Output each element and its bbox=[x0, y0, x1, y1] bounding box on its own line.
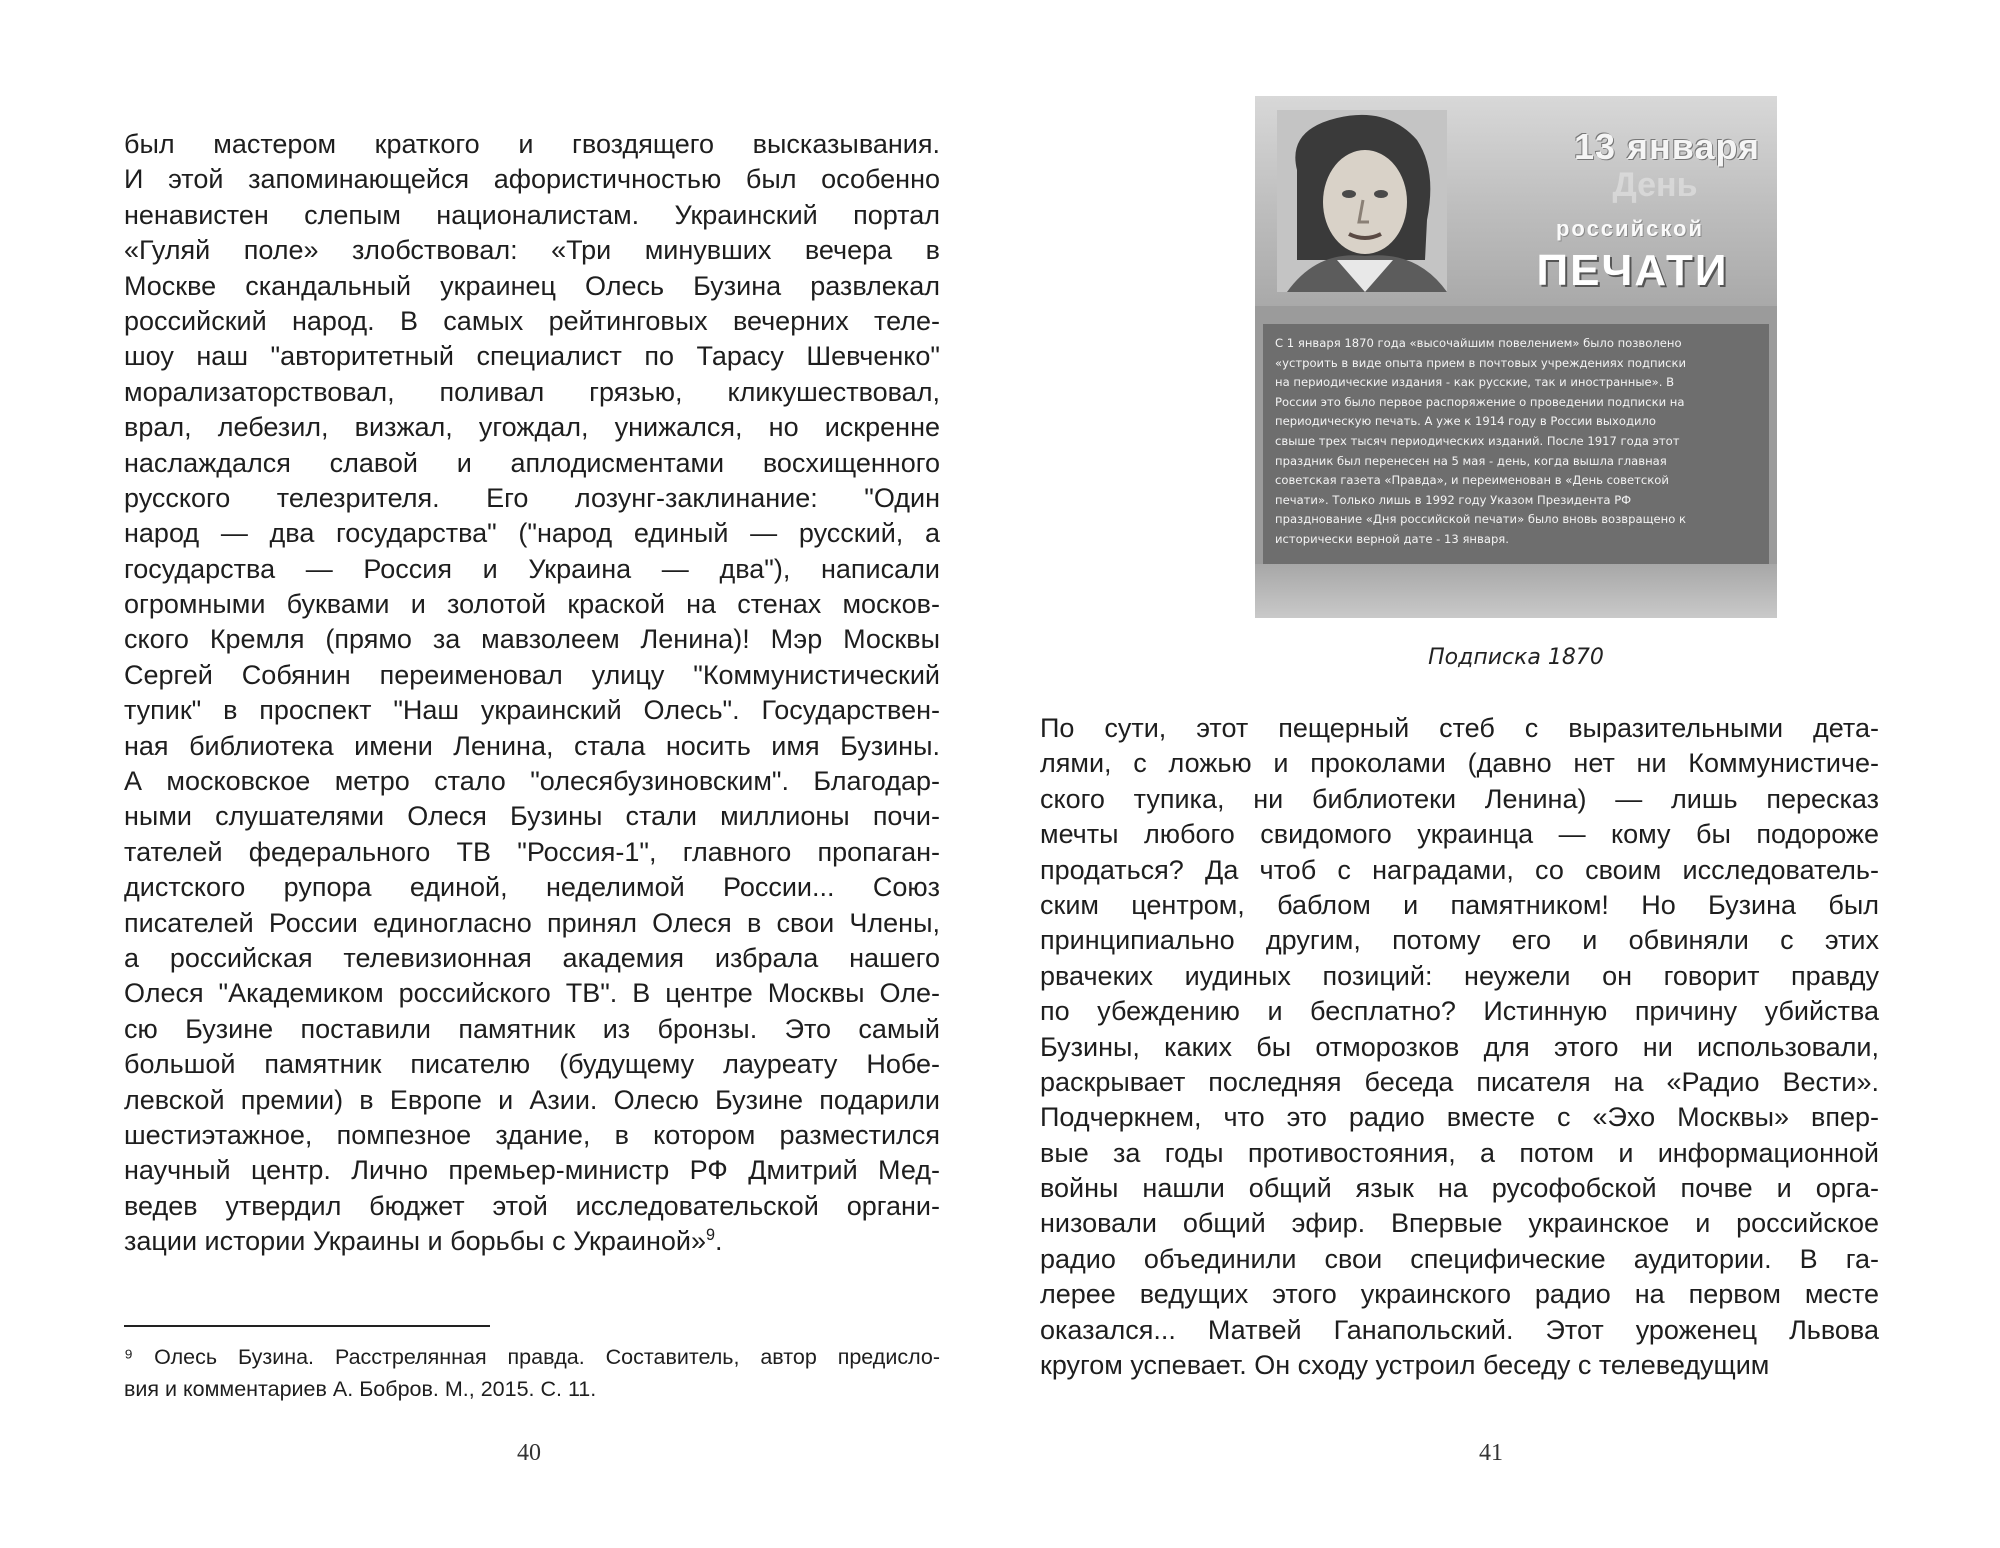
text-line: ная библиотека имени Ленина, стала носить имя Бузины. bbox=[124, 730, 940, 761]
figure-date-heading: 13 января bbox=[1574, 126, 1760, 167]
text-line: писателей России единогласно принял Олеся в свои Члены, bbox=[124, 907, 940, 938]
text-line: А московское метро стало "олесябузиновским". Благодар- bbox=[124, 766, 940, 797]
figure-panel-line: С 1 января 1870 года «высочайшим повелением» было позволено bbox=[1275, 336, 1682, 350]
text-line: По сути, этот пещерный стеб с выразительными дета- bbox=[1040, 713, 1879, 743]
press-day-figure bbox=[1255, 96, 1777, 618]
text-line: шоу наш "авторитетный специалист по Тарасу Шевченко" bbox=[124, 341, 940, 372]
text-line: оказался... Матвей Ганапольский. Этот уроженец Львова bbox=[1040, 1314, 1879, 1345]
text-line: ским центром, баблом и памятником! Но Бузина был bbox=[1040, 889, 1879, 920]
footnote-separator bbox=[124, 1325, 490, 1327]
footnote-line: вия и комментариев А. Бобров. М., 2015. С. 11. bbox=[124, 1377, 597, 1401]
figure-den-heading: День bbox=[1612, 166, 1698, 204]
text-line: мечты любого свидомого украинца — кому бы подороже bbox=[1040, 819, 1879, 850]
text-line: левской премии) в Европе и Азии. Олесю Бузине подарили bbox=[124, 1084, 940, 1115]
right-page-body bbox=[1040, 711, 1879, 1383]
figure-panel-line: свыше трех тысяч периодических изданий. После 1917 года этот bbox=[1275, 433, 1680, 448]
figure-text-panel bbox=[1263, 324, 1769, 564]
text-line: продаться? Да чтоб с наградами, со своим исследователь- bbox=[1040, 854, 1879, 885]
text-line: Сергей Собянин переименовал улицу "Коммунистический bbox=[124, 659, 940, 690]
text-line: «Гуляй поле» злобствовал: «Три минувших вечера в bbox=[124, 235, 940, 266]
text-line: вые за годы противостояния, а потом и информационной bbox=[1040, 1137, 1879, 1168]
text-line: российский народ. В самых рейтинговых вечерних теле- bbox=[124, 305, 940, 336]
figure-panel-line: на периодические издания - как русские, так и иностранные». В bbox=[1275, 375, 1675, 390]
figure-panel-line: печати». Только лишь в 1992 году Указом Президента РФ bbox=[1275, 492, 1632, 507]
text-line: низовали общий эфир. Впервые украинское и российское bbox=[1040, 1208, 1879, 1239]
text-line: ского тупика, ни библиотеки Ленина) — лишь пересказ bbox=[1040, 783, 1879, 814]
text-line: дистского рупора единой, неделимой России... Союз bbox=[124, 872, 940, 903]
text-line: большой памятник писателю (будущему лауреату Нобе- bbox=[124, 1049, 940, 1080]
page-number-left: 40 bbox=[517, 1440, 541, 1466]
text-line: морализаторствовал, поливал грязью, кликушествовал, bbox=[124, 376, 940, 407]
text-line: научный центр. Лично премьер-министр РФ Дмитрий Мед- bbox=[124, 1155, 940, 1186]
left-page-body bbox=[124, 127, 940, 1260]
figure-panel-line: празднование «Дня российской печати» было вновь возвращено к bbox=[1275, 512, 1687, 527]
text-line: русского телезрителя. Его лозунг-заклинание: "Один bbox=[124, 482, 940, 513]
figure-panel-line: периодическую печать. А уже к 1914 году в России выходило bbox=[1275, 414, 1657, 429]
figure-panel-line: исторически верной дате - 13 января. bbox=[1275, 531, 1509, 546]
text-line: раскрывает последняя беседа писателя на «Радио Вести». bbox=[1040, 1066, 1879, 1097]
text-line: сю Бузине поставили памятник из бронзы. Это самый bbox=[124, 1013, 940, 1044]
text-line: ского Кремля (прямо за мавзолеем Ленина)! Мэр Москвы bbox=[124, 624, 940, 655]
text-line: а российская телевизионная академия избрала нашего bbox=[124, 942, 940, 973]
figure-panel-line: праздник был перенесен на 5 мая - день, когда вышла главная bbox=[1275, 453, 1667, 468]
text-line: по убеждению и бесплатно? Истинную причину убийства bbox=[1040, 996, 1879, 1027]
footnote-number: ⁹ bbox=[124, 1345, 134, 1369]
figure-banner bbox=[1255, 96, 1777, 306]
text-line: зации истории Украины и борьбы с Украиной»$^9$. bbox=[124, 1226, 723, 1257]
text-line: ведев утвердил бюджет этой исследовательской органи- bbox=[124, 1190, 940, 1221]
figure-subheading: российской bbox=[1555, 216, 1705, 241]
text-line: кругом успевает. Он сходу устроил беседу с телеведущим bbox=[1040, 1350, 1770, 1381]
figure-main-heading: ПЕЧАТИ bbox=[1536, 246, 1729, 295]
figure-panel-line: России это было первое распоряжение о проведении подписки на bbox=[1275, 394, 1685, 409]
text-line: был мастером краткого и гвоздящего высказывания. bbox=[124, 129, 940, 159]
footnote bbox=[124, 1341, 940, 1405]
text-line: Олеся "Академиком российского ТВ". В центре Москвы Оле- bbox=[124, 978, 940, 1009]
text-line: лерее ведущих этого украинского радио на первом месте bbox=[1040, 1279, 1879, 1310]
text-line: войны нашли общий язык на русофобской почве и орга- bbox=[1040, 1173, 1879, 1204]
text-line: огромными буквами и золотой краской на стенах москов- bbox=[124, 589, 940, 620]
text-line: врал, лебезил, визжал, угождал, унижался, но искренне bbox=[124, 412, 940, 443]
text-line: шестиэтажное, помпезное здание, в котором разместился bbox=[124, 1119, 940, 1150]
text-line: И этой запоминающейся афористичностью был особенно bbox=[124, 164, 940, 195]
text-line: радио объединили свои специфические аудитории. В га- bbox=[1040, 1243, 1879, 1274]
text-line: государства — Россия и Украина — два"), написали bbox=[124, 553, 940, 584]
peter-the-great-portrait bbox=[1277, 110, 1447, 292]
figure-caption: Подписка 1870 bbox=[1428, 645, 1604, 670]
text-line: Бузины, каких бы отморозков для этого ни использовали, bbox=[1040, 1031, 1879, 1062]
text-line: Подчеркнем, что это радио вместе с «Эхо Москвы» впер- bbox=[1040, 1102, 1879, 1133]
figure-panel-line: советская газета «Правда», и переименован в «День советской bbox=[1275, 473, 1669, 488]
text-line: ными слушателями Олеся Бузины стали миллионы почи- bbox=[124, 801, 940, 832]
figure-panel-text bbox=[1275, 334, 1759, 550]
text-line: Москве скандальный украинец Олесь Бузина развлекал bbox=[124, 270, 940, 301]
text-line: ненавистен слепым националистам. Украинский портал bbox=[124, 199, 940, 230]
footnote-reference: 9 bbox=[705, 1226, 715, 1245]
text-line: лями, с ложью и проколами (давно нет ни Коммунистиче- bbox=[1040, 748, 1879, 779]
text-line: наслаждался славой и аплодисментами восхищенного bbox=[124, 447, 940, 478]
text-line: принципиально другим, потому его и обвиняли с этих bbox=[1040, 925, 1879, 956]
footnote-line: ⁹ Олесь Бузина. Расстрелянная правда. Составитель, автор предисло- bbox=[124, 1345, 940, 1369]
text-line: тупик" в проспект "Наш украинский Олесь". Государствен- bbox=[124, 695, 940, 726]
figure-bottom-strip bbox=[1255, 564, 1777, 618]
text-line: рвачеких иудиных позиций: неужели он говорит правду bbox=[1040, 960, 1879, 991]
text-line: народ — два государства" ("народ единый — русский, а bbox=[124, 518, 940, 549]
page-number-right: 41 bbox=[1479, 1440, 1503, 1466]
text-line: тателей федерального ТВ "Россия-1", главного пропаган- bbox=[124, 836, 940, 867]
figure-panel-line: «устроить в виде опыта прием в почтовых учреждениях подписки bbox=[1275, 355, 1687, 370]
